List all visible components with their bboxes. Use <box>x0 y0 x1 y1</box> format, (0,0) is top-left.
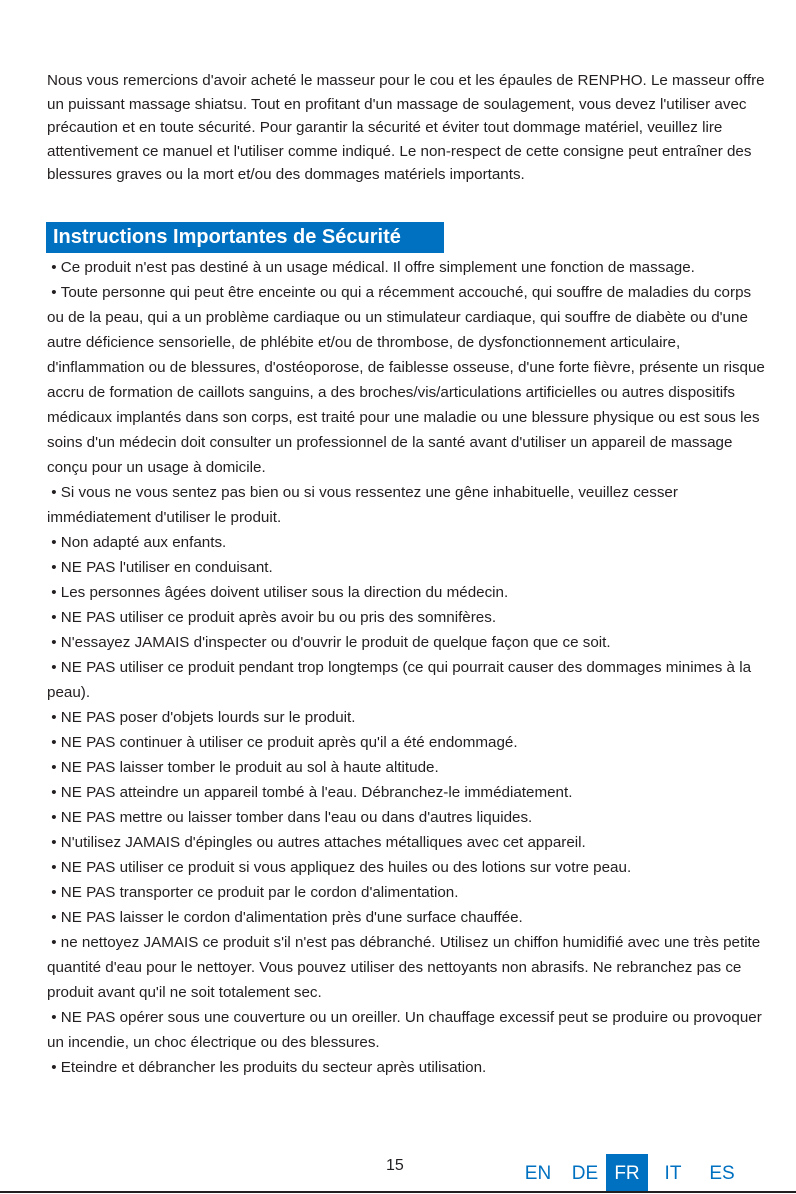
language-tab-de[interactable]: DE <box>571 1163 599 1184</box>
list-item: • NE PAS transporter ce produit par le cordon d'alimentation. <box>47 880 769 905</box>
language-tab-fr[interactable]: FR <box>606 1154 648 1192</box>
language-selector <box>512 1154 746 1192</box>
list-item: • NE PAS utiliser ce produit si vous appliquez des huiles ou des lotions sur votre peau. <box>47 855 769 880</box>
list-item: • NE PAS laisser tomber le produit au sol à haute altitude. <box>47 755 769 780</box>
list-item: • Toute personne qui peut être enceinte ou qui a récemment accouché, qui souffre de maladies du corps ou de la peau, qui a un problème cardiaque ou un stimulateur cardiaque, qui souffre de diabète ou d'une autre déficience sensorielle, de phlébite et/ou de thrombose, de dysfonctionnement articulaire, d'inflammation ou de blessures, d'ostéoporose, de faiblesse osseuse, d'une forte fièvre, présente un risque accru de formation de caillots sanguins, a des broches/vis/articulations artificielles ou autres dispositifs médicaux implantés dans son corps, est traité pour une maladie ou une blessure physique ou est sous les soins d'un médecin doit consulter un professionnel de la santé avant d'utiliser un appareil de massage conçu pour un usage à domicile. <box>47 280 769 480</box>
list-item: • NE PAS mettre ou laisser tomber dans l'eau ou dans d'autres liquides. <box>47 805 769 830</box>
list-item: • N'utilisez JAMAIS d'épingles ou autres attaches métalliques avec cet appareil. <box>47 830 769 855</box>
list-item: • ne nettoyez JAMAIS ce produit s'il n'est pas débranché. Utilisez un chiffon humidifié avec une très petite quantité d'eau pour le nettoyer. Vous pouvez utiliser des nettoyants non abrasifs. Ne rebranchez pas ce produit avant qu'il ne soit totalement sec. <box>47 930 769 1005</box>
list-item: • Eteindre et débrancher les produits du secteur après utilisation. <box>47 1055 769 1080</box>
page-footer <box>0 1150 796 1193</box>
list-item: • NE PAS opérer sous une couverture ou un oreiller. Un chauffage excessif peut se produire ou provoquer un incendie, un choc électrique ou des blessures. <box>47 1005 769 1055</box>
language-tab-es[interactable]: ES <box>709 1163 735 1184</box>
intro-paragraph: Nous vous remercions d'avoir acheté le masseur pour le cou et les épaules de RENPHO. Le masseur offre un puissant massage shiatsu. Tout en profitant d'un massage de soulagement, vous devez l'utiliser avec précaution et en toute sécurité. Pour garantir la sécurité et éviter tout dommage matériel, veuillez lire attentivement ce manuel et l'utiliser comme indiqué. Le non-respect de cette consigne peut entraîner des blessures graves ou la mort et/ou des dommages matériels importants. <box>47 72 765 184</box>
list-item: • NE PAS l'utiliser en conduisant. <box>47 555 769 580</box>
list-item: • Ce produit n'est pas destiné à un usage médical. Il offre simplement une fonction de massage. <box>47 255 769 280</box>
list-item: • NE PAS utiliser ce produit pendant trop longtemps (ce qui pourrait causer des dommages minimes à la peau). <box>47 655 769 705</box>
list-item: • NE PAS laisser le cordon d'alimentation près d'une surface chauffée. <box>47 905 769 930</box>
list-item: • NE PAS atteindre un appareil tombé à l'eau. Débranchez-le immédiatement. <box>47 780 769 805</box>
list-item: • Si vous ne vous sentez pas bien ou si vous ressentez une gêne inhabituelle, veuillez cesser immédiatement d'utiliser le produit. <box>47 480 769 530</box>
language-tab-it[interactable]: IT <box>664 1163 682 1184</box>
list-item: • Non adapté aux enfants. <box>47 530 769 555</box>
list-item: • NE PAS utiliser ce produit après avoir bu ou pris des somnifères. <box>47 605 769 630</box>
list-item: • Les personnes âgées doivent utiliser sous la direction du médecin. <box>47 580 769 605</box>
language-tab-en[interactable]: EN <box>524 1163 552 1184</box>
section-heading: Instructions Importantes de Sécurité <box>46 222 444 253</box>
safety-instructions-list <box>47 255 769 1080</box>
page-number: 15 <box>386 1157 404 1174</box>
list-item: • NE PAS continuer à utiliser ce produit après qu'il a été endommagé. <box>47 730 769 755</box>
list-item: • NE PAS poser d'objets lourds sur le produit. <box>47 705 769 730</box>
list-item: • N'essayez JAMAIS d'inspecter ou d'ouvrir le produit de quelque façon que ce soit. <box>47 630 769 655</box>
